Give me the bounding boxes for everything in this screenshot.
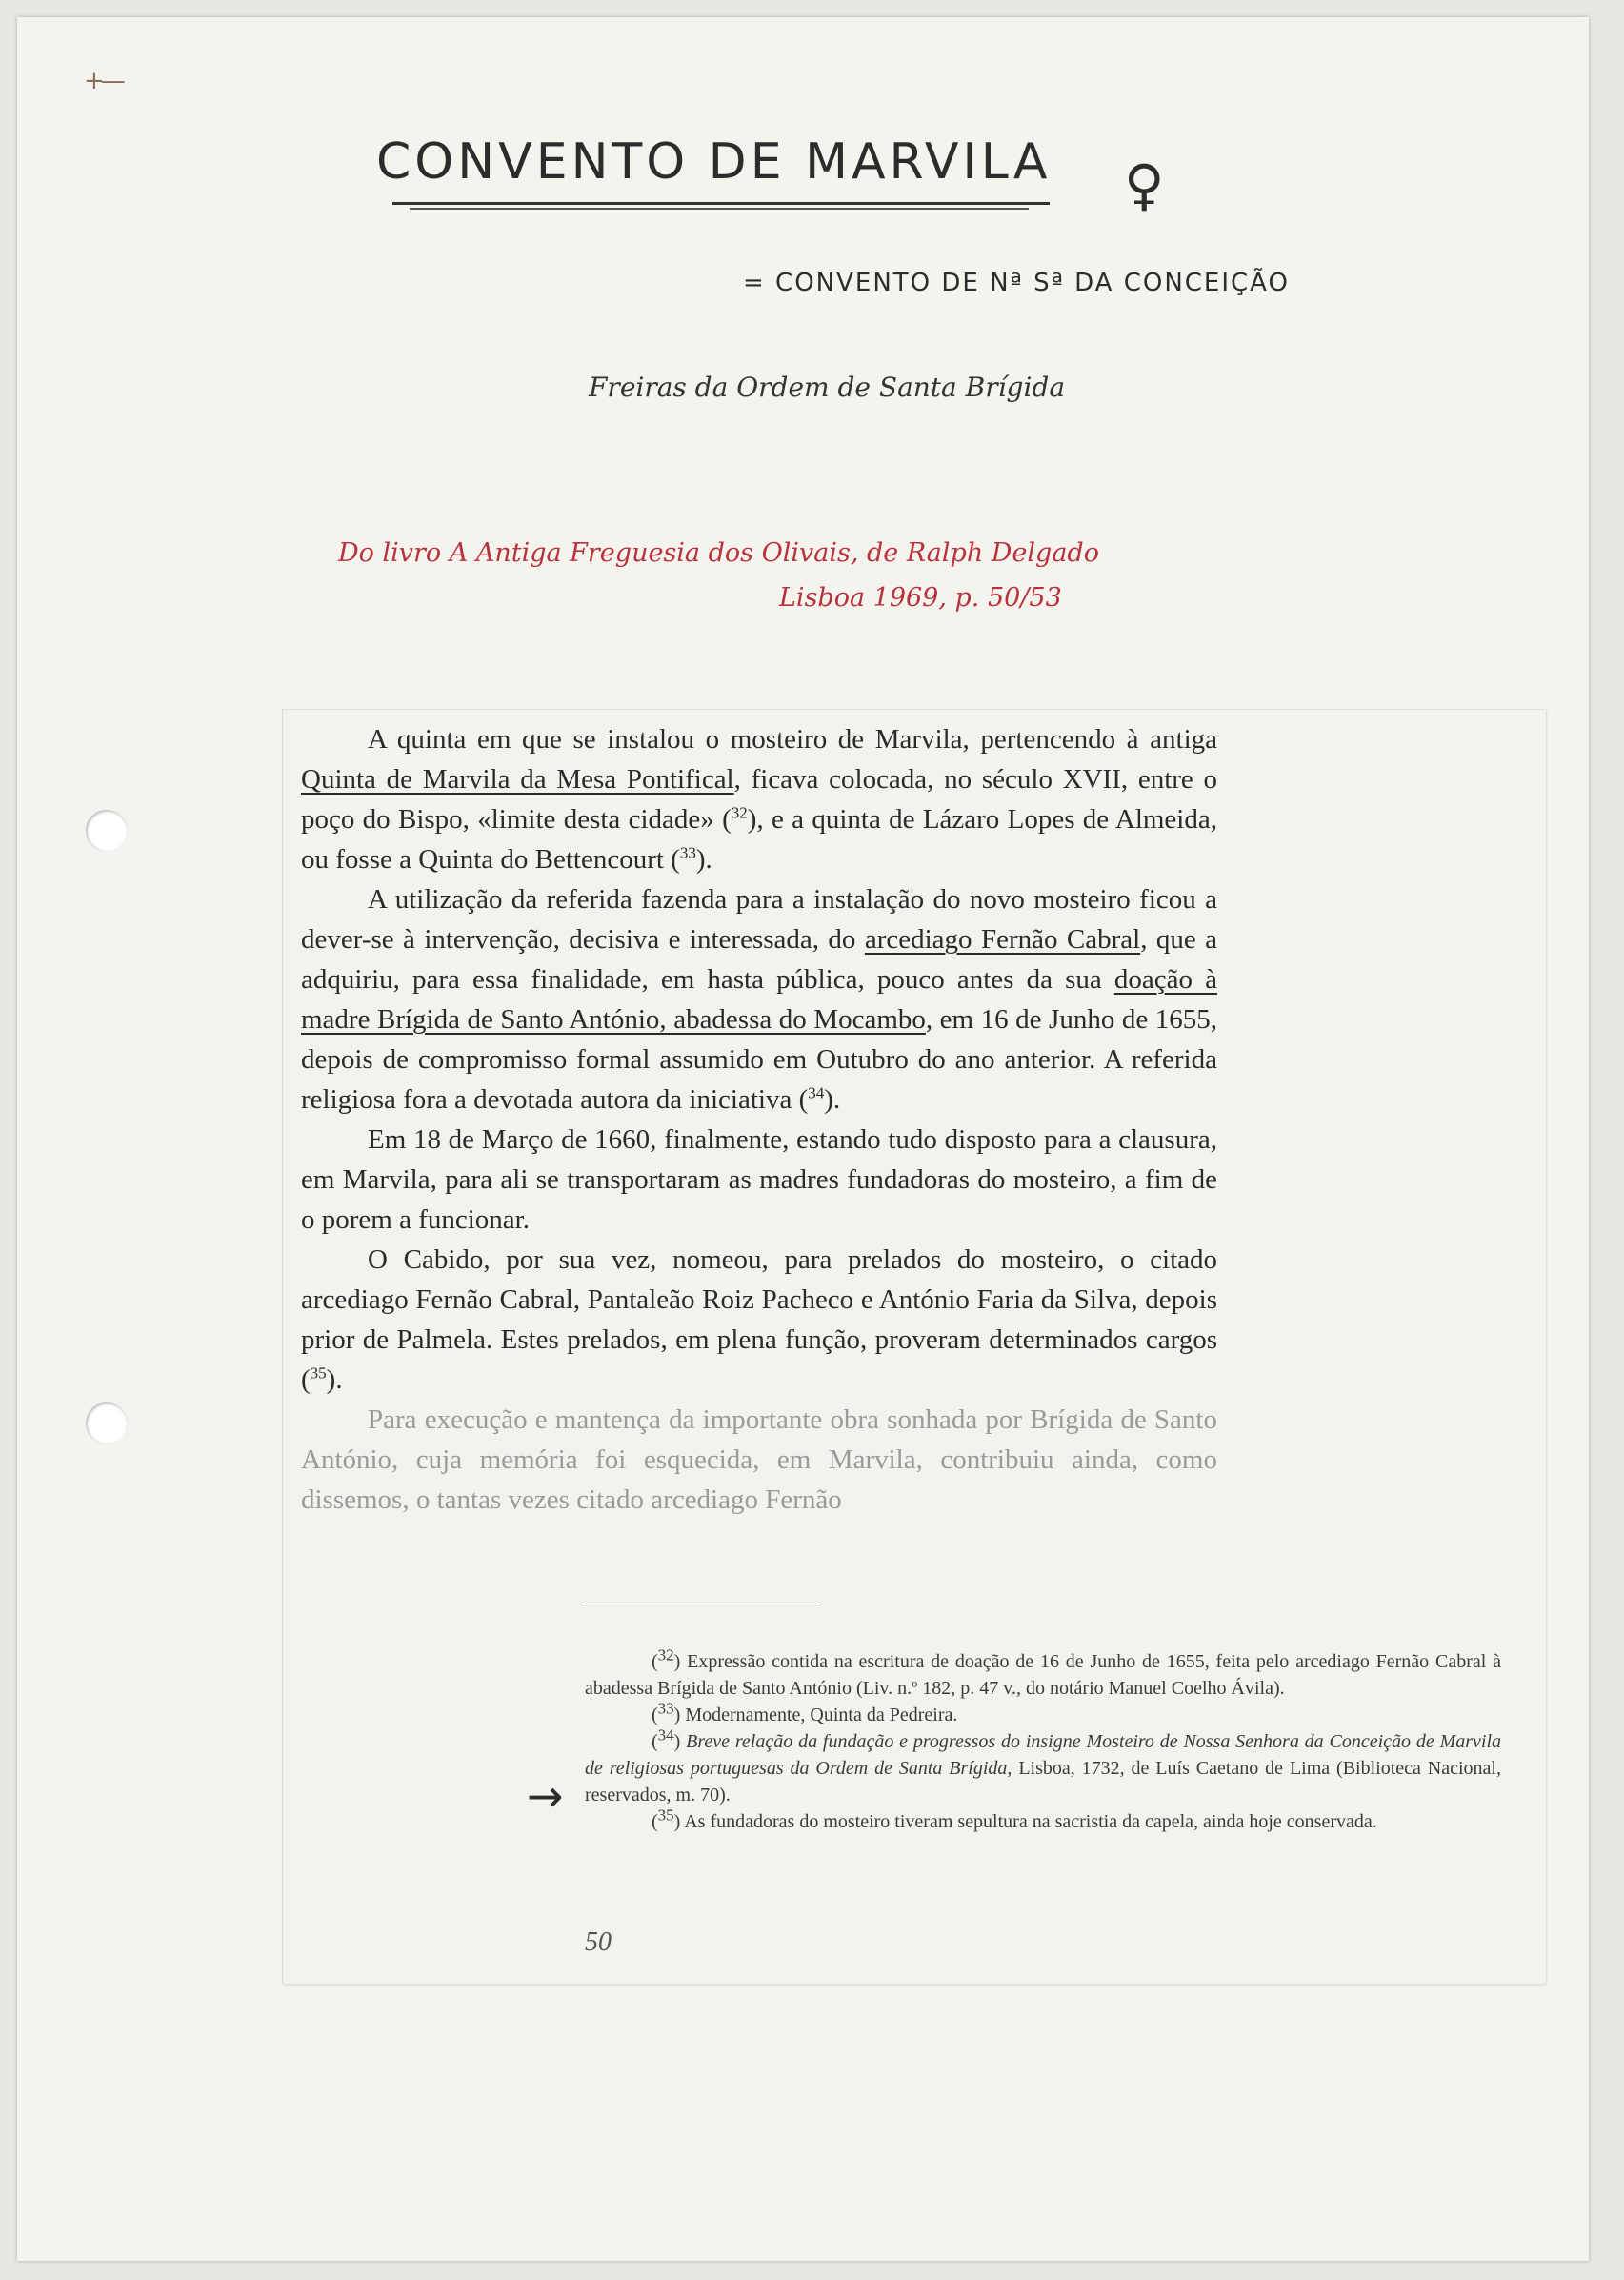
page-number: 50 bbox=[585, 1927, 612, 1957]
footnote-ref-32: 32 bbox=[731, 803, 748, 822]
underlined-quinta-de-marvila: Quinta de Marvila da Mesa Pontifical bbox=[301, 764, 734, 795]
clipping-body-text bbox=[301, 719, 1217, 1520]
footnote-33-text: Modernamente, Quinta da Pedreira. bbox=[685, 1705, 958, 1725]
paragraph-2-text-b: , que a adquiriu, para essa finalidade, em hasta pública, pouco antes da sua bbox=[301, 924, 1218, 995]
paragraph-2-text-a: A utilização da referida fazenda para a instalação do novo mosteiro ficou a dever-se à intervenção, decisiva e interessada, do bbox=[301, 884, 1217, 955]
paragraph-1-text-b: , ficava colocada, no século XVII, entre o poço do Bispo, «limite desta cidade» ( bbox=[301, 764, 1217, 835]
paragraph-5-faded: Para execução e mantença da importante obra sonhada por Brígida de Santo António, cuja memória foi esquecida, em Marvila, contribuiu ainda, como dissemos, o tantas vezes citado arcediago Fernão bbox=[301, 1404, 1217, 1515]
corner-pencil-mark: +— bbox=[84, 67, 122, 95]
handwritten-subtitle: = CONVENTO DE Nª Sª DA CONCEIÇÃO bbox=[743, 269, 1290, 297]
paragraph-4 bbox=[301, 1240, 1217, 1400]
footnote-33-number: 33 bbox=[657, 1699, 674, 1718]
title-underline-second bbox=[410, 208, 1029, 210]
footnote-32: ($^{32}$) Expressão contida na escritura de doação de 16 de Junho de 1655, feita pelo arcediago Fernão Cabral à abadessa Brígida de Santo António (Liv. n.º 182, p. 47 v., do notário Manuel Coelho Ávila). bbox=[585, 1645, 1501, 1699]
footnote-33: ($^{33}$) Modernamente, Quinta da Pedreira. bbox=[652, 1699, 958, 1725]
paragraph-2-text-d: ). bbox=[824, 1084, 841, 1115]
handwritten-title: CONVENTO DE MARVILA bbox=[376, 133, 1052, 191]
footnote-32-number: 32 bbox=[657, 1645, 674, 1665]
footnote-35-number: 35 bbox=[657, 1806, 674, 1825]
paragraph-1-text-c: ), e a quinta de Lázaro Lopes de Almeida, ou fosse a Quinta do Bettencourt ( bbox=[301, 804, 1217, 875]
paragraph-2 bbox=[301, 879, 1217, 1120]
footnote-ref-35: 35 bbox=[310, 1363, 327, 1382]
paragraph-3: Em 18 de Março de 1660, finalmente, estando tudo disposto para a clausura, em Marvila, para ali se transportaram as madres fundadoras do mosteiro, a fim de o porem a funcionar. bbox=[301, 1124, 1217, 1235]
paragraph-4-text-b: ). bbox=[326, 1364, 343, 1395]
footnote-35: ($^{35}$) As fundadoras do mosteiro tiveram sepultura na sacristia da capela, ainda hoje conservada. bbox=[652, 1806, 1377, 1832]
paragraph-4-text-a: O Cabido, por sua vez, nomeou, para prelados do mosteiro, o citado arcediago Fernão Cabral, Pantaleão Roiz Pacheco e António Faria da Silva, depois prior de Palmela. Estes prelados, em plena função, proveram determinados cargos ( bbox=[301, 1244, 1217, 1395]
female-sign-icon: ♀ bbox=[1124, 152, 1165, 217]
source-note-line-2: Lisboa 1969, p. 50/53 bbox=[779, 583, 1062, 613]
footnote-ref-33: 33 bbox=[679, 843, 696, 862]
footnote-34-title: Breve relação da fundação e progressos do insigne Mosteiro de Nossa Senhora da Conceição de Marvila de religiosas portuguesas da Ordem de Santa Brígida bbox=[585, 1731, 1501, 1779]
underlined-doacao: doação à madre Brígida de Santo António, abadessa do Mocambo bbox=[301, 964, 1217, 1035]
paragraph-1-text-a: A quinta em que se instalou o mosteiro de Marvila, pertencendo à antiga bbox=[368, 724, 1217, 755]
hand-drawn-arrow-icon: → bbox=[527, 1770, 564, 1822]
paragraph-1-text-d: ). bbox=[695, 844, 712, 875]
underlined-arcediago: arcediago Fernão Cabral bbox=[864, 924, 1141, 955]
paragraph-1 bbox=[301, 719, 1217, 879]
paragraph-2-text-c: , em 16 de Junho de 1655, depois de compromisso formal assumido em Outubro do ano anterior. A referida religiosa fora a devotada autora da iniciativa ( bbox=[301, 1004, 1217, 1115]
punch-hole-top bbox=[86, 810, 128, 852]
footnote-ref-34: 34 bbox=[808, 1083, 825, 1102]
title-underline bbox=[392, 202, 1050, 205]
punch-hole-bottom bbox=[86, 1402, 128, 1444]
footnote-35-text: As fundadoras do mosteiro tiveram sepultura na sacristia da capela, ainda hoje conservada. bbox=[684, 1811, 1377, 1832]
source-note-line-1: Do livro A Antiga Freguesia dos Olivais, de Ralph Delgado bbox=[338, 538, 1099, 568]
footnote-32-text: Expressão contida na escritura de doação de 16 de Junho de 1655, feita pelo arcediago Fernão Cabral à abadessa Brígida de Santo António (Liv. n.º 182, p. 47 v., do notário Manuel Coelho Ávila). bbox=[585, 1651, 1501, 1699]
handwritten-order-line: Freiras da Ordem de Santa Brígida bbox=[589, 372, 1066, 403]
footnote-34-text: , Lisboa, 1732, de Luís Caetano de Lima (Biblioteca Nacional, reservados, m. 70). bbox=[585, 1758, 1501, 1806]
footnotes bbox=[585, 1645, 1501, 1835]
footnote-34-number: 34 bbox=[657, 1725, 674, 1745]
footnote-34: ($^{34}$) Breve relação da fundação e progressos do insigne Mosteiro de Nossa Senhora da Conceição de Marvila de religiosas portuguesas da Ordem de Santa Brígida, Lisboa, 1732, de Luís Caetano de Lima (Biblioteca Nacional, reservados, m. 70). bbox=[585, 1725, 1501, 1806]
